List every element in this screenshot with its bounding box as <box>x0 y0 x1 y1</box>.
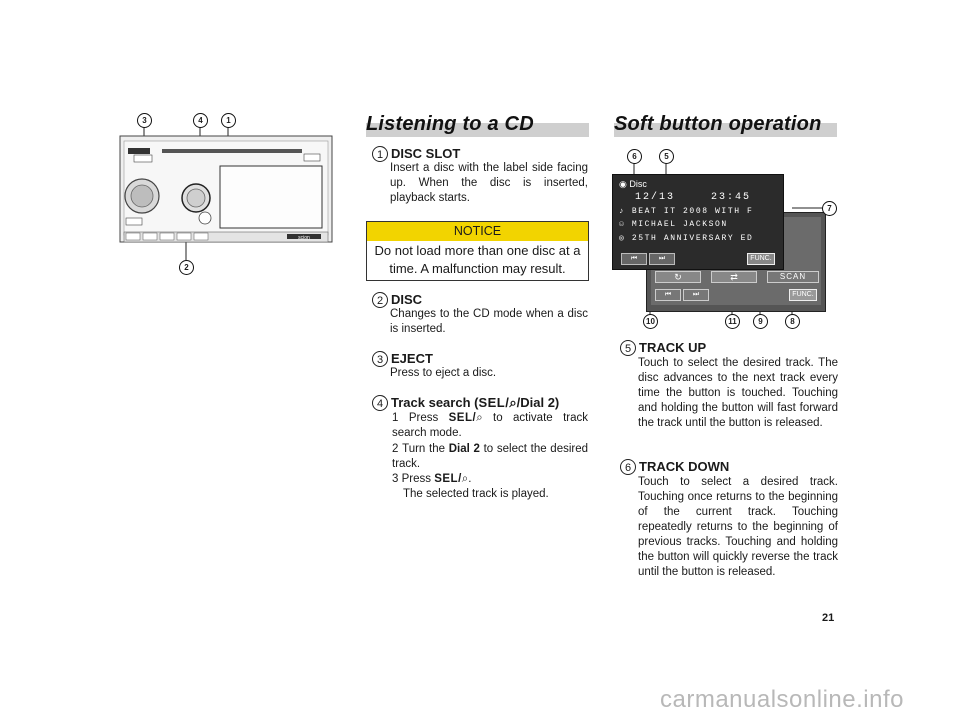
track-title: BEAT IT 2008 WITH F <box>631 207 754 216</box>
notice-box <box>366 221 589 281</box>
source-label: Disc <box>629 179 647 189</box>
item-number-3: 3 <box>372 351 388 367</box>
notice-header: NOTICE <box>367 222 588 241</box>
func-button[interactable]: FUNC. <box>747 253 775 265</box>
sel-label: SEL/ <box>478 395 510 410</box>
track-search-suffix: /Dial 2) <box>516 395 560 410</box>
eject-title: EJECT <box>391 351 433 366</box>
page-number: 21 <box>822 612 835 624</box>
track-up-title: TRACK UP <box>639 340 707 355</box>
func-button-back[interactable]: FUNC. <box>789 289 817 301</box>
artist-name: MICHAEL JACKSON <box>631 220 728 229</box>
track-up-text: Touch to select the desired track. The disc advances to the next track every time the button is touched. Touching and holding the button will fast forward the track until the button is released. <box>638 357 838 429</box>
disc-text: Changes to the CD mode when a disc is inserted. <box>390 308 588 335</box>
eject-text: Press to eject a disc. <box>390 367 497 379</box>
section-heading-listening <box>366 113 589 137</box>
callout-11: 11 <box>725 314 740 329</box>
next-button-back[interactable]: ⏭ <box>683 289 709 301</box>
track-down-text: Touch to select a desired track. Touching once returns to the beginning of the current track. Touching repeatedly returns to the beginning of previous tracks. Touching and holding the button will quickly reverse the track until the button is released. <box>638 476 838 578</box>
scan-button[interactable]: SCAN <box>767 271 819 283</box>
callout-2: 2 <box>179 260 194 275</box>
item-number-2: 2 <box>372 292 388 308</box>
search-icon: ⌕ <box>461 473 469 485</box>
disc-slot-text: Insert a disc with the label side facing up. When the disc is inserted, playback starts. <box>390 162 588 204</box>
callout-10: 10 <box>643 314 658 329</box>
callout-1: 1 <box>221 113 236 128</box>
repeat-button[interactable]: ↻ <box>655 271 701 283</box>
screen-figure <box>612 148 842 333</box>
search-icon: ⌕ <box>509 395 517 410</box>
watermark: carmanualsonline.info <box>660 686 904 713</box>
item-number-1: 1 <box>372 146 388 162</box>
callout-3: 3 <box>137 113 152 128</box>
track-up-button[interactable]: ⏭ <box>649 253 675 265</box>
step-1: 1 Press SEL/⌕ to activate track search mode. <box>392 412 588 439</box>
time-label: 23:45 <box>711 192 752 203</box>
disc-title: DISC <box>391 292 423 307</box>
disc-slot-title: DISC SLOT <box>391 146 461 161</box>
callout-9: 9 <box>753 314 768 329</box>
step-2: 2 Turn the Dial 2 to select the desired track. <box>392 443 589 470</box>
notice-body: Do not load more than one disc at a time. A malfunction may result. <box>374 243 581 276</box>
track-search-title <box>391 395 559 411</box>
item-number-6: 6 <box>620 459 636 475</box>
callout-5: 5 <box>659 149 674 164</box>
track-search-prefix: Track search ( <box>391 395 479 410</box>
callout-7: 7 <box>822 201 837 216</box>
soft-heading: Soft button operation <box>614 113 822 135</box>
album-name: 25TH ANNIVERSARY ED <box>631 234 754 243</box>
front-screen: ◉ Disc 12/13 23:45 ♪ BEAT IT 2008 WITH F ☺ MICHAEL JACKSON ◎ 25TH ANNIVERSARY ED ⏮ ⏭ FUNC. <box>612 174 784 270</box>
callout-4: 4 <box>193 113 208 128</box>
item-number-4: 4 <box>372 395 388 411</box>
step-3-result: The selected track is played. <box>403 488 549 500</box>
callout-8: 8 <box>785 314 800 329</box>
prev-button-back[interactable]: ⏮ <box>655 289 681 301</box>
listening-heading: Listening to a CD <box>366 113 534 135</box>
date-label: 12/13 <box>635 192 676 203</box>
search-icon: ⌕ <box>476 412 483 424</box>
item-number-5: 5 <box>620 340 636 356</box>
shuffle-button[interactable]: ⇄ <box>711 271 757 283</box>
section-heading-soft <box>614 113 837 137</box>
unit-figure <box>112 108 352 278</box>
track-down-title: TRACK DOWN <box>639 459 730 474</box>
track-down-button[interactable]: ⏮ <box>621 253 647 265</box>
callout-6: 6 <box>627 149 642 164</box>
svg-text:scion: scion <box>298 235 310 241</box>
step-3: 3 Press SEL/⌕. The selected track is played. <box>392 472 588 502</box>
head-unit-drawing <box>112 108 352 278</box>
